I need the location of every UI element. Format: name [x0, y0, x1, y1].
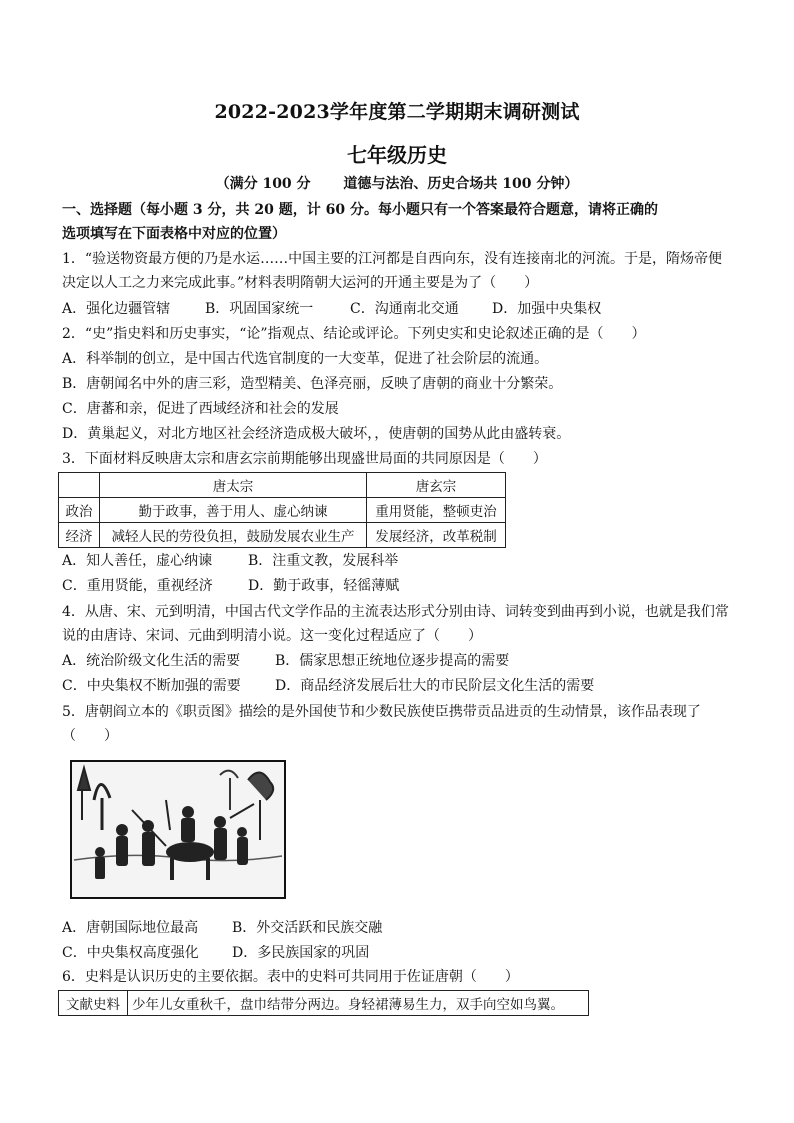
table-header: 唐玄宗: [367, 473, 506, 498]
table-cell: 政治: [59, 498, 100, 523]
q4-option-a: A．统治阶级文化生活的需要: [62, 653, 241, 669]
q3-option-b: B．注重文教，发展科举: [248, 553, 399, 569]
q3-option-d: D．勤于政事，轻徭薄赋: [248, 578, 400, 594]
q5-option-a: A．唐朝国际地位最高: [62, 920, 199, 936]
table-row: [59, 473, 506, 498]
q1-stem-line2: 决定以人工之力来完成此事。”材料表明隋朝大运河的开通主要是为了（ ）: [62, 275, 539, 291]
q1-option-d: D．加强中央集权: [492, 301, 602, 317]
table-header: 唐太宗: [100, 473, 367, 498]
q3-stem: 3．下面材料反映唐太宗和唐玄宗前期能够出现盛世局面的共同原因是（ ）: [62, 451, 547, 467]
q1-option-a: A．强化边疆管辖: [62, 301, 171, 317]
table-row: [59, 498, 506, 523]
q5-option-d: D．多民族国家的巩固: [232, 945, 370, 961]
table-cell: 减轻人民的劳役负担，鼓励发展农业生产: [100, 523, 367, 548]
section-heading-line1: 一、选择题（每小题 3 分，共 20 题，计 60 分。每小题只有一个答案最符合题意，请将正确的: [62, 202, 658, 218]
table-row: [59, 991, 589, 1016]
q5-stem-line2: （ ）: [62, 728, 118, 744]
q2-stem: 2．“史”指史料和历史事实，“论”指观点、结论或评论。下列史实和史论叙述正确的是（ ）: [62, 326, 646, 342]
q4-option-b: B．儒家思想正统地位逐步提高的需要: [275, 653, 510, 669]
q2-option-c: C．唐蕃和亲，促进了西域经济和社会的发展: [62, 401, 339, 417]
q6-stem: 6．史料是认识历史的主要依据。表中的史料可共同用于佐证唐朝（ ）: [62, 969, 519, 985]
table-cell: 少年儿女重秋千，盘巾结带分两边。身轻裙薄易生力，双手向空如鸟翼。: [128, 991, 589, 1016]
section-heading-line2: 选项填写在下面表格中对应的位置）: [62, 226, 286, 242]
q2-option-b: B．唐朝闻名中外的唐三彩，造型精美、色泽亮丽，反映了唐朝的商业十分繁荣。: [62, 376, 563, 392]
q3-option-c: C．重用贤能，重视经济: [62, 578, 213, 594]
q1-stem-line1: 1．“验送物资最方便的乃是水运……中国主要的江河都是自西向东，没有连接南北的河流。于是，隋炀帝便: [62, 251, 723, 267]
tribute-painting-image: [70, 760, 286, 899]
q4-option-c: C．中央集权不断加强的需要: [62, 678, 241, 694]
table-row: [59, 523, 506, 548]
table-cell: [59, 473, 100, 498]
q5-option-b: B．外交活跃和民族交融: [232, 920, 383, 936]
q1-option-b: B．巩固国家统一: [205, 301, 314, 317]
table-cell: 发展经济，改革税制: [367, 523, 506, 548]
table-cell: 勤于政事，善于用人、虚心纳谏: [100, 498, 367, 523]
q5-stem-line1: 5．唐朝阎立本的《职贡图》描绘的是外国使节和少数民族使臣携带贡品进贡的生动情景，该作品表现了: [62, 704, 701, 720]
q3-option-a: A．知人善任，虚心纳谏: [62, 553, 213, 569]
table-cell: 重用贤能，整顿吏治: [367, 498, 506, 523]
q4-stem-line2: 说的由唐诗、宋词、元曲到明清小说。这一变化过程适应了（ ）: [62, 628, 482, 644]
q4-option-d: D．商品经济发展后壮大的市民阶层文化生活的需要: [275, 678, 595, 694]
q4-stem-line1: 4．从唐、宋、元到明清，中国古代文学作品的主流表达形式分别由诗、词转变到曲再到小说，也就是我们常: [62, 604, 729, 620]
q2-option-a: A．科举制的创立，是中国古代选官制度的一大变革，促进了社会阶层的流通。: [62, 351, 549, 367]
table-cell: 经济: [59, 523, 100, 548]
exam-info: （满分 100 分 道德与法治、历史合场共 100 分钟）: [215, 176, 579, 192]
q2-option-d: D．黄巢起义，对北方地区社会经济造成极大破坏，，使唐朝的国势从此由盛转衰。: [62, 426, 571, 442]
q1-option-c: C．沟通南北交通: [350, 301, 459, 317]
exam-title: 2022-2023学年度第二学期期末调研测试: [214, 101, 580, 123]
q3-table: [58, 472, 506, 548]
table-cell: 文献史料: [59, 991, 128, 1016]
subject-title: 七年级历史: [347, 143, 447, 167]
q6-table: [58, 990, 589, 1016]
q5-option-c: C．中央集权高度强化: [62, 945, 199, 961]
